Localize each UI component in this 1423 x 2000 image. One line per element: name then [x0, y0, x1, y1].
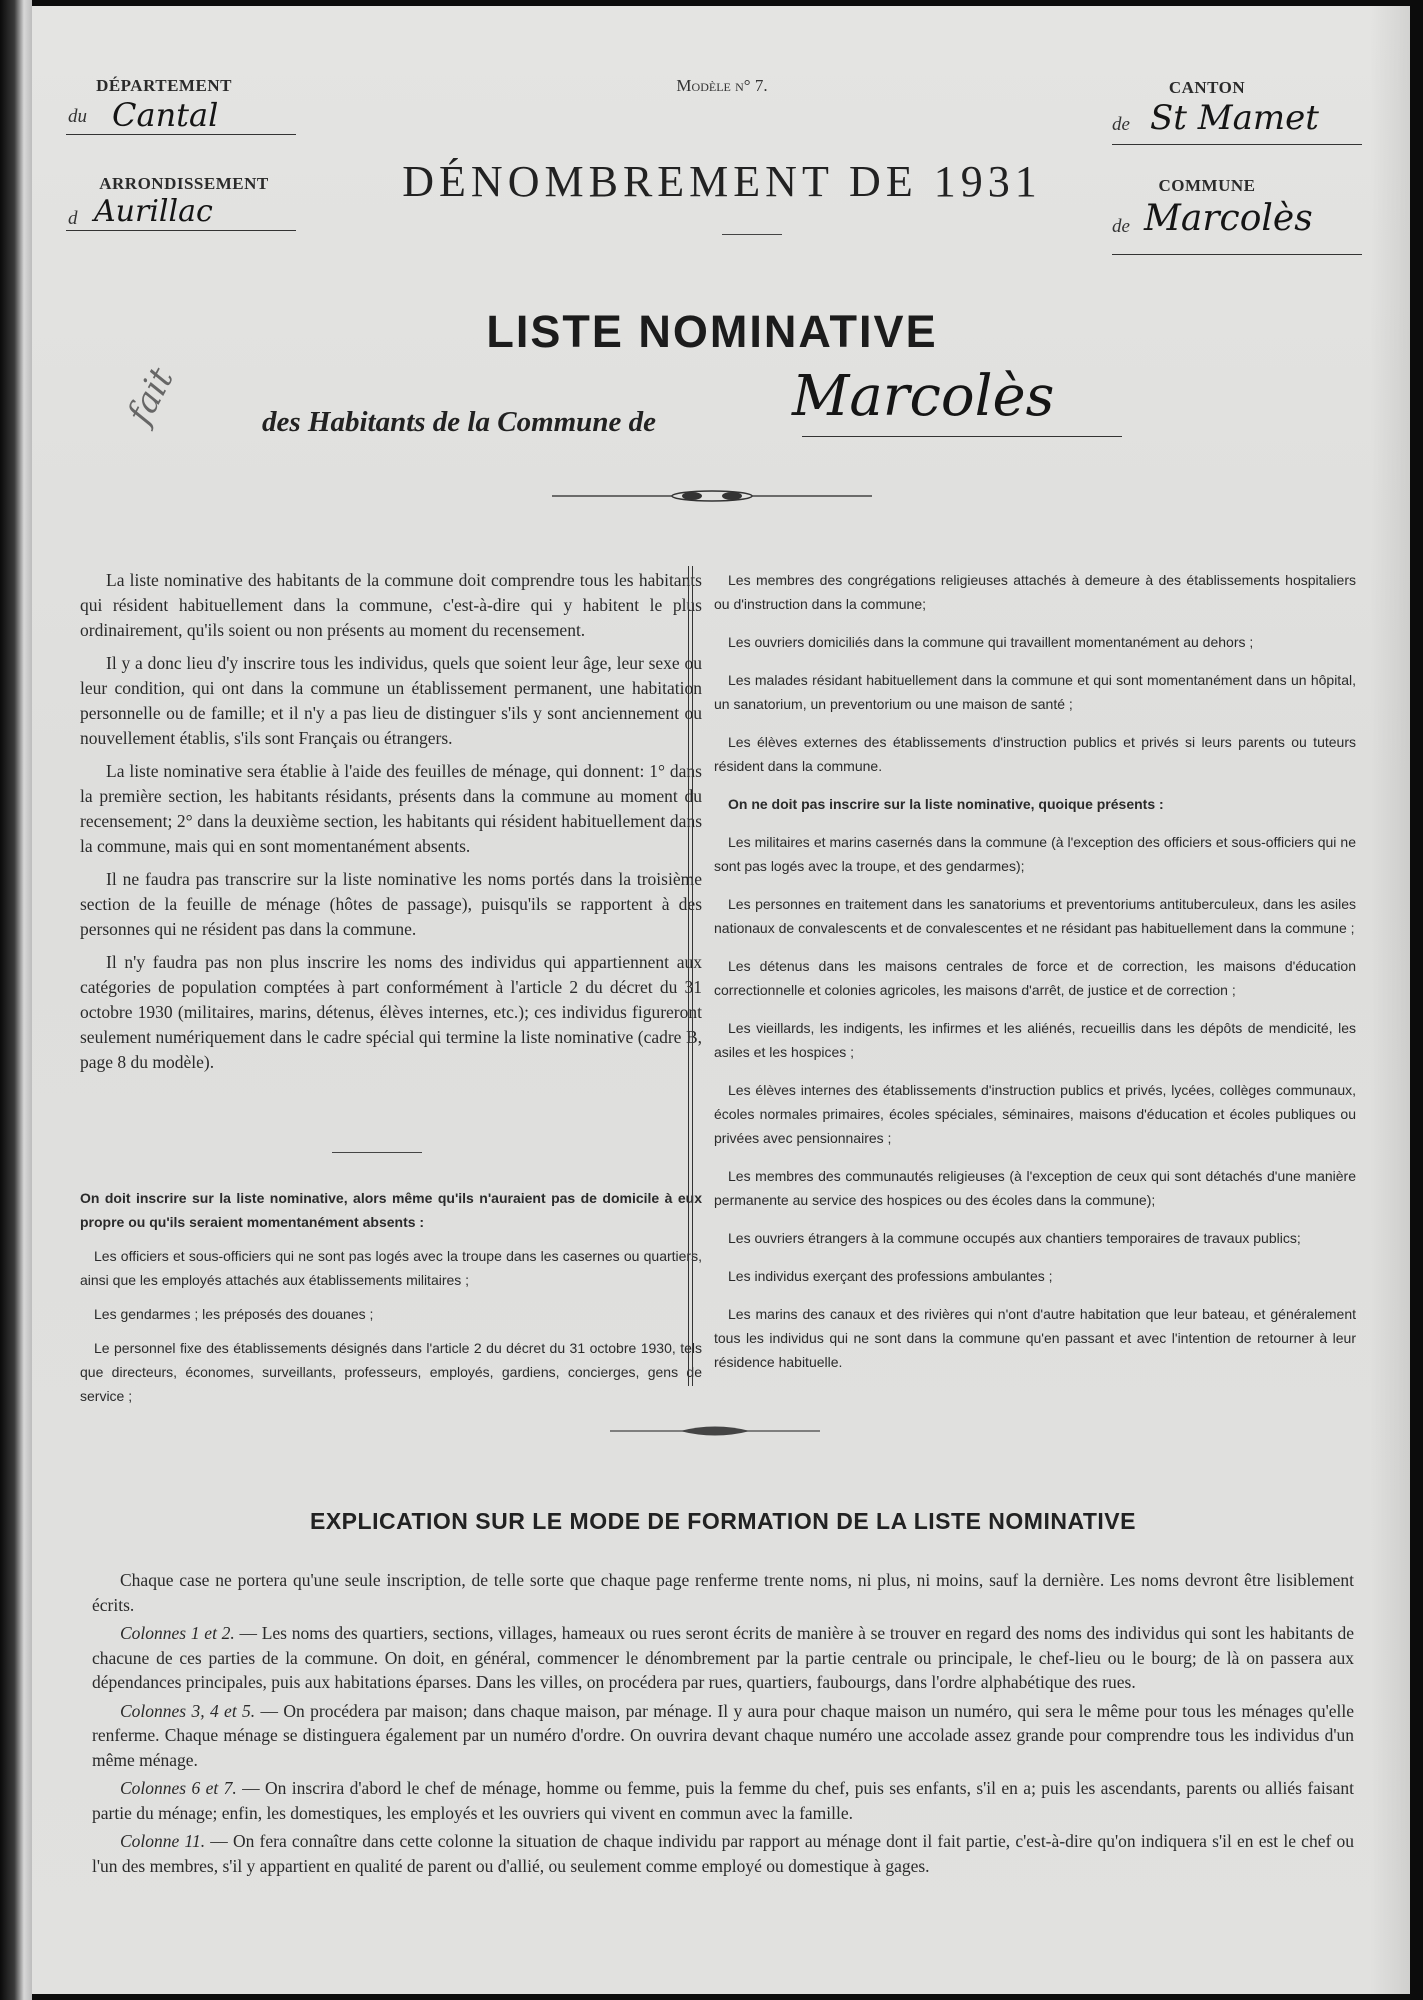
explication-item-4: Colonne 11. — On fera connaître dans cette colonne la situation de chaque individu par rapport au ménage dont il fait partie, c'est-à-dire qu'on indiquera s'il en est le chef ou l'un des membres, s'il y appartient en qualité de parent ou d'allié, ou seulement comme employé ou domestique à gages. [92, 1831, 1354, 1876]
right-item-b5: Les élèves internes des établissements d'instruction publics et privés, lycées, collèges communaux, écoles normales primaires, écoles spéciales, séminaires, maisons d'éducation et écoles publiques ou privées avec pensionnaires ; [714, 1082, 1356, 1146]
ornament-divider-2 [610, 1424, 820, 1438]
arrondissement-prefix: d [68, 208, 78, 229]
right-item-b2: Les personnes en traitement dans les sanatoriums et preventoriums antituberculeux, dans les asiles nationaux de convalescents et de convalescentes et ne résidant pas habituellement dans la commune ; [714, 896, 1356, 936]
commune-value: Marcolès [1144, 198, 1313, 239]
include-item-2: Les gendarmes ; les préposés des douanes ; [94, 1306, 374, 1322]
ornament-divider [552, 488, 872, 504]
right-item-b3: Les détenus dans les maisons centrales de force et de correction, les maisons d'éducation correctionnelle et colonies agricoles, les maisons d'arrêt, de justice et de correction ; [714, 958, 1356, 998]
explication-item-2: Colonnes 3, 4 et 5. — On procédera par maison; dans chaque maison, par ménage. Il y aura pour chaque maison un numéro, qui sera le même pour tous les ménages qu'elle renferme. Chaque ménage se distinguera également par un numéro d'ordre. On ouvrira devant chaque numéro une accolade assez grande pour comprendre tous les individus d'un même ménage. [92, 1700, 1354, 1770]
departement-prefix: du [68, 106, 87, 127]
explication-intro: Chaque case ne portera qu'une seule inscription, de telle sorte que chaque page renferme trente noms, ni plus, ni moins, sauf la dernière. Les noms devront être lisiblement écrits. [92, 1570, 1354, 1615]
right-item-b4: Les vieillards, les indigents, les infirmes et les aliénés, recueillis dans les dépôts de mendicité, les asiles et les hospices ; [714, 1020, 1356, 1060]
left-column-rules [80, 568, 702, 1083]
margin-note: fait [119, 361, 182, 431]
commune-prefix: de [1112, 216, 1130, 237]
left-paragraph-5: Il n'y faudra pas non plus inscrire les noms des individus qui appartiennent aux catégories de population comptées à part conformément à l'article 2 du décret du 31 octobre 1930 (militaires, marins, détenus, élèves internes, etc.); ces individus figureront seulement numériquement dans le cadre spécial qui termine la liste nominative (cadre B, page 8 du modèle). [80, 952, 702, 1072]
canton-prefix: de [1112, 114, 1130, 135]
right-item-a1: Les membres des congrégations religieuses attachés à demeure à des établissements hospitaliers ou d'instruction dans la commune; [714, 572, 1356, 612]
explication-title: EXPLICATION SUR LE MODE DE FORMATION DE LA LISTE NOMINATIVE [310, 1508, 1136, 1534]
column-divider [688, 566, 689, 1386]
page-title: DÉNOMBREMENT DE 1931 [402, 157, 1042, 206]
arrondissement-label: ARRONDISSEMENT [99, 174, 269, 193]
liste-commune-handwritten: Marcolès [792, 364, 1055, 429]
canton-value: St Mamet [1150, 98, 1319, 138]
left-paragraph-3: La liste nominative sera établie à l'aide des feuilles de ménage, qui donnent: 1° dans la première section, les habitants résidants, présents dans la commune au moment du recensement; 2° dans la deuxième section, les habitants qui résident habituellement dans la commune, mais qui en sont momentanément absents. [80, 761, 702, 856]
explication-body [92, 1568, 1354, 1882]
right-item-b9: Les marins des canaux et des rivières qui n'ont d'autre habitation que leur bateau, et généralement tous les individus qui ne sont dans la commune qu'en passant et avec l'intention de retourner à leur résidence habituelle. [714, 1306, 1356, 1370]
right-item-b6: Les membres des communautés religieuses (à l'exception de ceux qui sont détachés d'une manière permanente au service des hospices ou des écoles dans la commune); [714, 1168, 1356, 1208]
right-item-b1: Les militaires et marins casernés dans la commune (à l'exception des officiers et sous-officiers qui ne sont pas logés avec la troupe, et des gendarmes); [714, 834, 1356, 874]
left-column-include-list [80, 1186, 702, 1418]
canton-label: CANTON [1168, 78, 1246, 97]
departement-value: Cantal [112, 96, 219, 134]
liste-subtitle: des Habitants de la Commune de [262, 406, 656, 438]
census-page [32, 6, 1410, 1994]
liste-title: LISTE NOMINATIVE [486, 306, 938, 357]
right-item-a4: Les élèves externes des établissements d'instruction publics et privés si leurs parents ou tuteurs résident dans la commune. [714, 734, 1356, 774]
arrondissement-value: Aurillac [94, 194, 213, 229]
right-item-b7: Les ouvriers étrangers à la commune occupés aux chantiers temporaires de travaux publics; [728, 1230, 1301, 1246]
right-item-b8: Les individus exerçant des professions ambulantes ; [728, 1268, 1053, 1284]
binding-edge [0, 0, 32, 2000]
include-item-3: Le personnel fixe des établissements désignés dans l'article 2 du décret du 31 octobre 1930, tels que directeurs, économes, surveillants, professeurs, employés, gardiens, concierges, gens de service ; [80, 1340, 702, 1404]
explication-item-1: Colonnes 1 et 2. — Les noms des quartiers, sections, villages, hameaux ou rues seront écrits de manière à se trouver en regard des noms des individus qui sont les habitants de chacune de ces parties de la commune. On doit, en général, commencer le dénombrement par la partie centrale ou principale, le chef-lieu ou le bourg; de là on passera aux dépendances principales, puis aux habitations éparses. Dans les villes, on procédera par rues, quartiers, faubourgs, dans l'ordre alphabétique des rues. [92, 1623, 1354, 1692]
right-item-a2: Les ouvriers domiciliés dans la commune qui travaillent momentanément au dehors ; [728, 634, 1254, 650]
modele-number: Modèle n° 7. [676, 76, 768, 95]
include-heading: On doit inscrire sur la liste nominative, alors même qu'ils n'auraient pas de domicile à eux propre ou qu'ils seraient momentanément absents : [80, 1190, 702, 1230]
commune-label: COMMUNE [1158, 176, 1256, 195]
include-item-1: Les officiers et sous-officiers qui ne sont pas logés avec la troupe dans les casernes ou quartiers, ainsi que les employés attachés aux établissements militaires ; [80, 1248, 702, 1288]
right-column-rules [714, 568, 1356, 1388]
right-item-a3: Les malades résidant habituellement dans la commune et qui sont momentanément dans un hôpital, un sanatorium, un preventorium ou une maison de santé ; [714, 672, 1356, 712]
left-paragraph-1: La liste nominative des habitants de la commune doit comprendre tous les habitants qui résident habituellement dans la commune, c'est-à-dire qui y habitent le plus ordinairement, qu'ils soient ou non présents au moment du recensement. [80, 570, 702, 640]
left-paragraph-2: Il y a donc lieu d'y inscrire tous les individus, quels que soient leur âge, leur sexe ou leur condition, qui ont dans la commune un établissement permanent, une habitation personnelle ou de famille; et il n'y a pas lieu de distinguer s'ils y sont anciennement ou nouvellement établis, s'ils sont Français ou étrangers. [80, 653, 702, 748]
exclude-heading: On ne doit pas inscrire sur la liste nominative, quoique présents : [728, 796, 1164, 812]
left-paragraph-4: Il ne faudra pas transcrire sur la liste nominative les noms portés dans la troisième section de la feuille de ménage (hôtes de passage), puisqu'ils se rapportent à des personnes qui ne résident pas dans la commune. [80, 869, 702, 939]
departement-label: DÉPARTEMENT [96, 76, 232, 95]
explication-item-3: Colonnes 6 et 7. — On inscrira d'abord le chef de ménage, homme ou femme, puis la femme du chef, puis ses enfants, s'il en a; puis les ascendants, parents ou alliés faisant partie du ménage; enfin, les domestiques, les employés et les ouvriers qui vivent en commun avec la famille. [92, 1778, 1354, 1823]
